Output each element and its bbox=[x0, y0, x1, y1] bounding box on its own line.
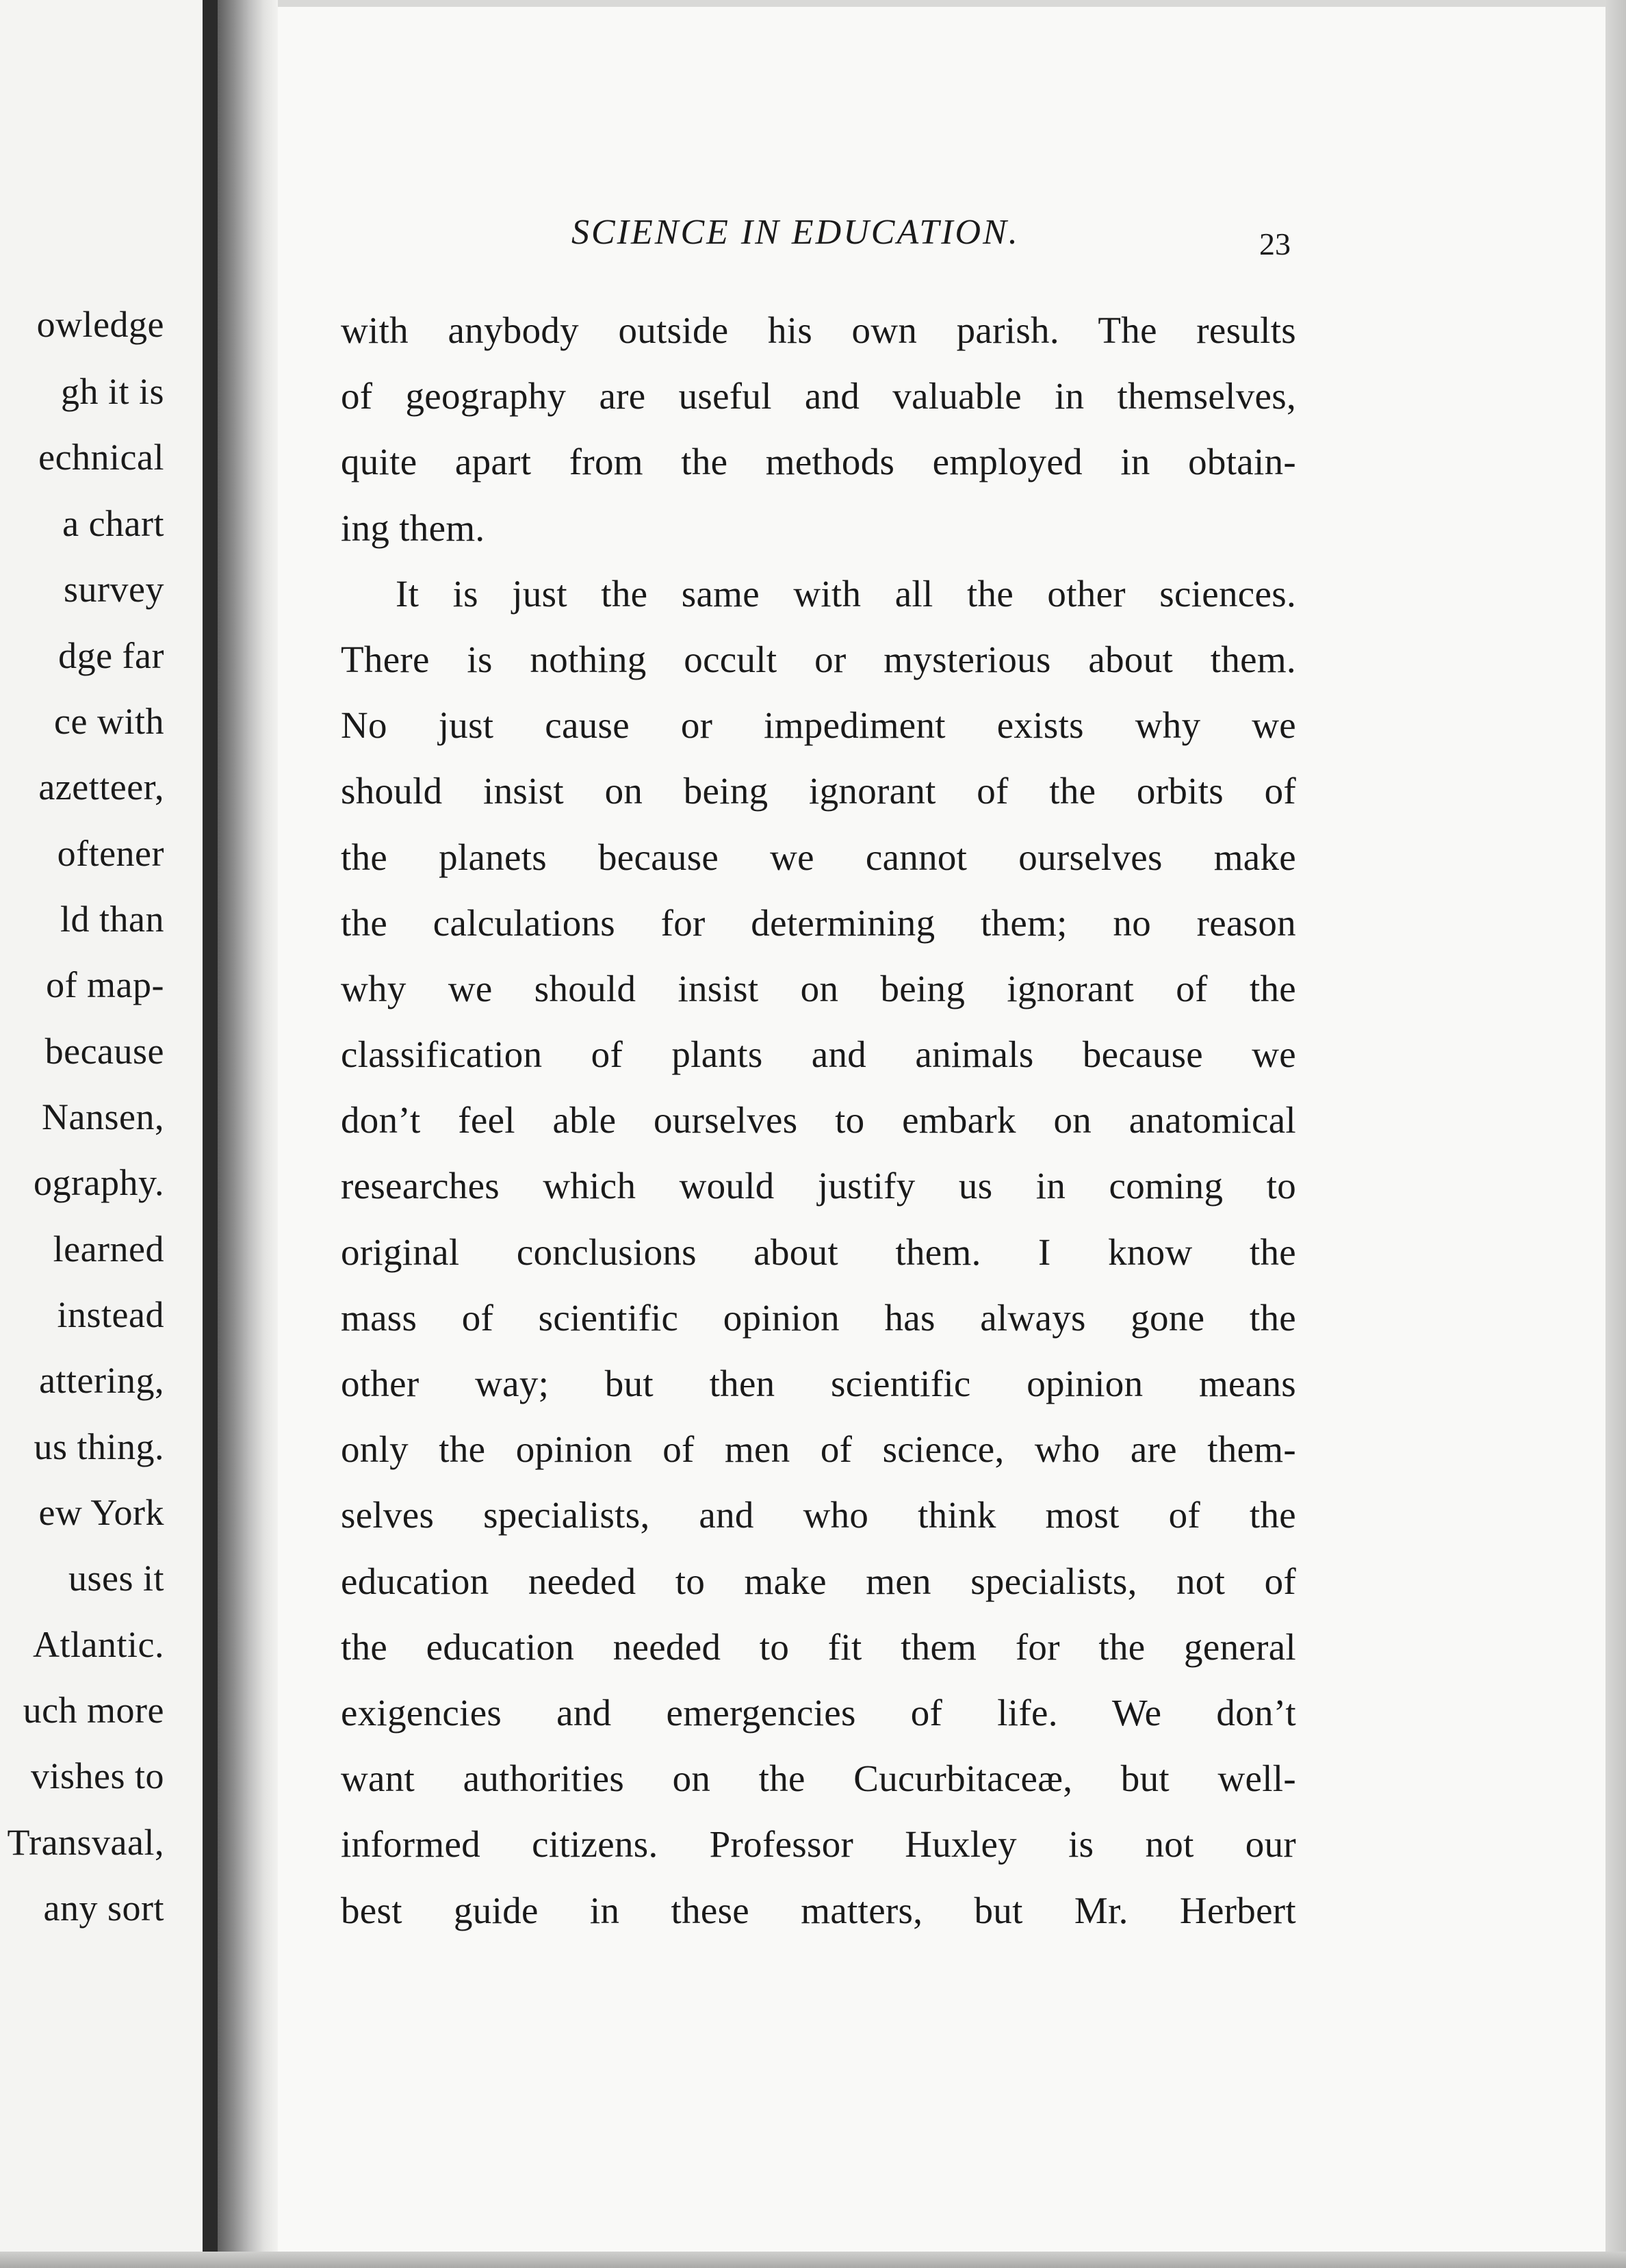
text-line: of geography are useful and valuable in themselves, bbox=[341, 375, 1296, 417]
text-line: should insist on being ignorant of the orbits of bbox=[341, 770, 1296, 812]
running-head: SCIENCE IN EDUCATION. bbox=[571, 213, 1020, 252]
text-line: selves specialists, and who think most of the bbox=[341, 1494, 1296, 1536]
text-line: other way; but then scientific opinion means bbox=[341, 1363, 1296, 1404]
left-page-line: uses it bbox=[68, 1558, 164, 1599]
left-page-line: instead bbox=[57, 1294, 164, 1335]
page-top-edge bbox=[278, 0, 1605, 7]
left-page-line: Nansen, bbox=[42, 1096, 164, 1137]
left-page-line: ld than bbox=[60, 899, 164, 940]
left-page-line: survey bbox=[64, 569, 164, 610]
left-page-line: ew York bbox=[38, 1492, 164, 1533]
text-line: original conclusions about them. I know the bbox=[341, 1230, 1296, 1273]
left-page-line: of map- bbox=[46, 964, 164, 1005]
text-line: education needed to make men specialists, not of bbox=[341, 1560, 1296, 1602]
text-line: the calculations for determining them; no reason bbox=[341, 901, 1296, 944]
left-page-line: vishes to bbox=[30, 1755, 164, 1796]
left-page-line: azetteer, bbox=[38, 766, 164, 808]
text-line: informed citizens. Professor Huxley is not our bbox=[341, 1823, 1296, 1866]
text-line: ing them. bbox=[341, 506, 485, 549]
text-line: mass of scientific opinion has always gone the bbox=[341, 1296, 1296, 1339]
left-page-line: owledge bbox=[36, 304, 164, 345]
left-page-line: us thing. bbox=[34, 1426, 164, 1467]
body-text bbox=[341, 298, 1296, 1944]
text-line: only the opinion of men of science, who are them- bbox=[341, 1428, 1296, 1471]
left-page-line: echnical bbox=[38, 437, 164, 478]
left-facing-page bbox=[0, 0, 205, 2268]
page-right-edge bbox=[1605, 0, 1626, 2268]
left-page-line: ce with bbox=[54, 701, 164, 742]
text-line: with anybody outside his own parish. The results bbox=[341, 309, 1296, 351]
text-line: There is nothing occult or mysterious about them. bbox=[341, 638, 1296, 680]
text-line: No just cause or impediment exists why we bbox=[341, 704, 1296, 747]
left-page-line: ography. bbox=[34, 1162, 164, 1203]
text-line: quite apart from the methods employed in obtain- bbox=[341, 441, 1296, 483]
left-page-line: dge far bbox=[58, 635, 164, 676]
text-line: exigencies and emergencies of life. We don’t bbox=[341, 1691, 1296, 1734]
text-line: the education needed to fit them for the general bbox=[341, 1625, 1296, 1668]
left-page-line: gh it is bbox=[60, 371, 164, 412]
left-page-line: Transvaal, bbox=[7, 1822, 164, 1863]
text-line: best guide in these matters, but Mr. Herbert bbox=[341, 1889, 1296, 1931]
page-bottom-edge bbox=[0, 2252, 1626, 2268]
text-line: classification of plants and animals because we bbox=[341, 1033, 1296, 1076]
left-page-line: uch more bbox=[23, 1690, 164, 1731]
text-line: the planets because we cannot ourselves make bbox=[341, 836, 1296, 878]
binding-gutter-edge bbox=[203, 0, 218, 2268]
left-page-line: because bbox=[44, 1031, 164, 1072]
text-line: want authorities on the Cucurbitaceæ, but well- bbox=[341, 1757, 1296, 1800]
text-line: It is just the same with all the other sciences. bbox=[396, 572, 1296, 615]
left-page-line: learned bbox=[53, 1228, 164, 1270]
text-line: why we should insist on being ignorant of the bbox=[341, 967, 1296, 1009]
left-page-line: attering, bbox=[39, 1360, 164, 1401]
page-number: 23 bbox=[1259, 227, 1291, 261]
text-line: researches which would justify us in coming to bbox=[341, 1165, 1296, 1207]
left-page-line: oftener bbox=[57, 833, 164, 874]
left-page-line: any sort bbox=[43, 1887, 164, 1929]
text-line: don’t feel able ourselves to embark on anatomical bbox=[341, 1099, 1296, 1142]
left-page-line: a chart bbox=[62, 503, 164, 544]
left-page-line: Atlantic. bbox=[33, 1624, 164, 1665]
